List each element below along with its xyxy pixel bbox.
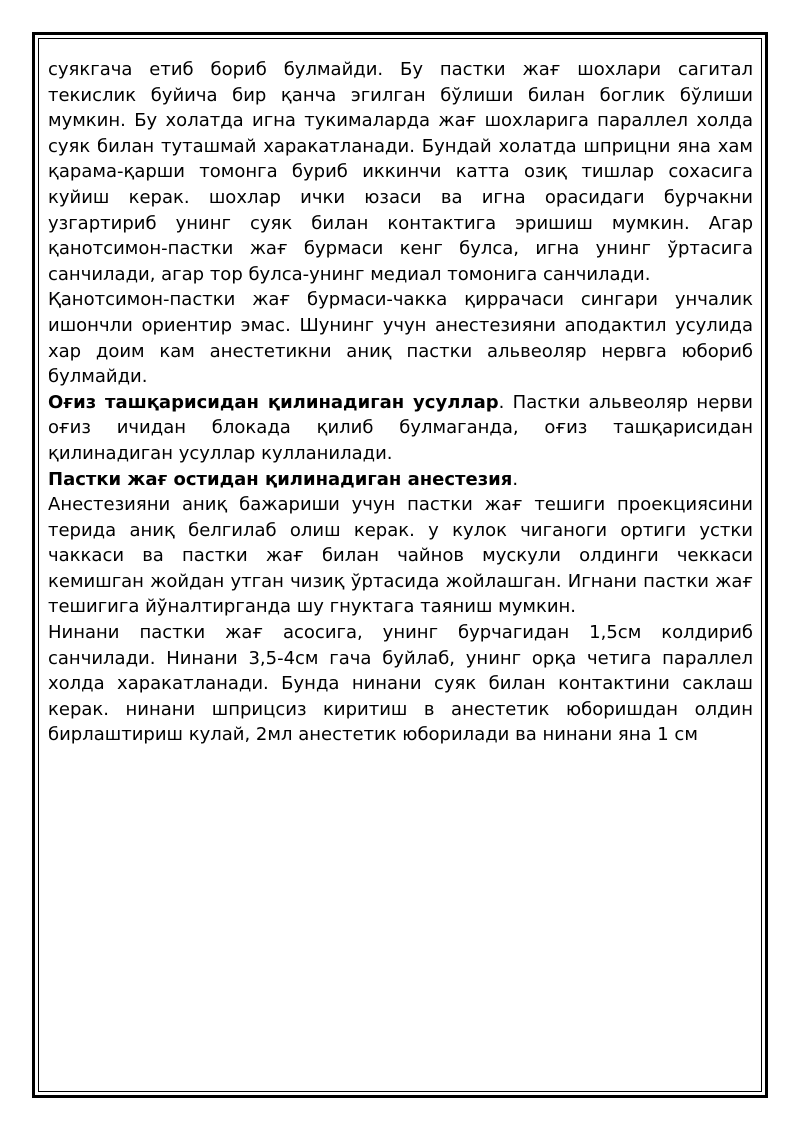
paragraph-5-text: Анестезияни аниқ бажариши учун пастки жағ тешиги проекциясини терида аниқ белгилаб олиш керак. у кулок чиганоги ортиги устки чаккаси ва пастки жағ билан чайнов мускули олдинги чеккаси кемишган жойдан утган чизиқ ўртасида жойлашган. Игнани пастки жағ тешигига йўналтирганда шу гнуктага таяниш мумкин. [48, 494, 753, 618]
paragraph-1-text: суякгача етиб бориб булмайди. Бу пастки жағ шохлари сагитал текислик буйича бир қанча эгилган бўлиши билан боглик бўлиши мумкин. Бу холатда игна тукималарда жағ шохларига параллел холда суяк билан туташмай харакатланади. Бундай холатда шприцни яна хам қарама-қарши томонга буриб иккинчи катта озиқ тишлар сохасига куйиш керак. шохлар ички юзаси ва игна орасидаги бурчакни узгартириб унинг суяк билан контактига эришиш мумкин. Агар қанотсимон-пастки жағ бурмаси кенг булса, игна унинг ўртасига санчилади, агар тор булса-унинг медиал томонига санчилади. [48, 59, 753, 285]
document-body [48, 57, 753, 748]
paragraph-6-text: Нинани пастки жағ асосига, унинг бурчагидан 1,5см колдириб санчилади. Нинани 3,5-4см гача буйлаб, унинг орқа четига параллел холда харакатланади. Бунда нинани суяк билан контактини саклаш керак. нинани шприцсиз киритиш в анестетик юборишдан олдин бирлаштириш кулай, 2мл анестетик юборилади ва нинани яна 1 см [48, 622, 753, 746]
paragraph-2 [48, 287, 753, 389]
paragraph-1 [48, 57, 753, 287]
section-heading-submandibular: Пастки жағ остидан қилинадиган анестезия [48, 468, 513, 490]
paragraph-2-text: Қанотсимон-пастки жағ бурмаси-чакка қиррачаси сингари унчалик ишончли ориентир эмас. Шунинг учун анестезияни аподактил усулида хар доим кам анестетикни аниқ пастки альвеоляр нервга юбориб булмайди. [48, 289, 753, 388]
paragraph-5 [48, 492, 753, 620]
paragraph-6 [48, 620, 753, 748]
paragraph-3-text: . Пастки альвеоляр нерви оғиз ичидан блокада қилиб булмаганда, оғиз ташқарисидан қилинадиган усуллар кулланилади. [48, 391, 753, 464]
paragraph-3 [48, 390, 753, 467]
section-heading-extraoral: Оғиз ташқарисидан қилинадиган усуллар [48, 391, 499, 413]
paragraph-4 [48, 467, 753, 493]
paragraph-4-text: . [512, 468, 519, 490]
